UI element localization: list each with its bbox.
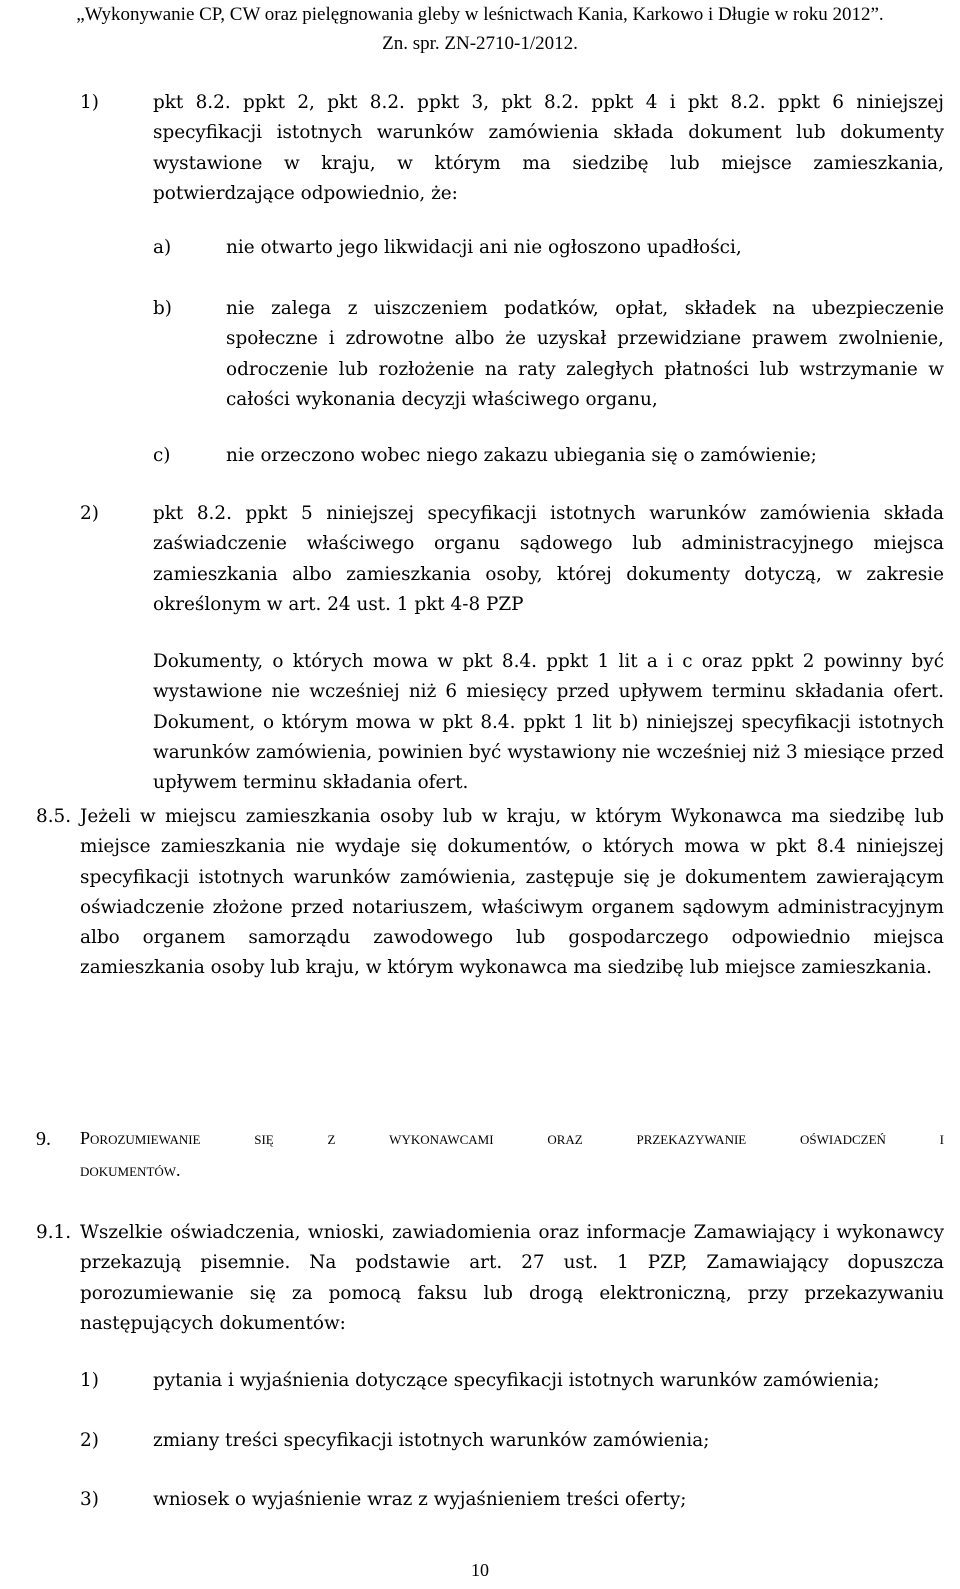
list2-note: Dokumenty, o których mowa w pkt 8.4. ppkt 1 lit a i c oraz ppkt 2 powinny być wystawione nie wcześniej niż 6 miesięcy przed upływem terminu składania ofert. Dokument, o którym mowa w pkt 8.4. ppkt 1 lit b) niniejszej specyfikacji istotnych warunków zamówienia, powinien być wystawiony nie wcześniej niż 3 miesiące przed upływem terminu składania ofert.: [153, 651, 944, 794]
list2-text: pkt 8.2. ppkt 5 niniejszej specyfikacji istotnych warunków zamówienia składa zaświadczenie właściwego organu sądowego lub administracyjnego miejsca zamieszkania albo zamieszkania osoby, której dokumenty dotyczą, w zakresie określonym w art. 24 ust. 1 pkt 4-8 PZP: [153, 503, 944, 615]
sub-a-label: a): [153, 237, 172, 258]
section-9-number: 9.: [36, 1128, 51, 1150]
section-9-title-line2: dokumentów.: [80, 1160, 181, 1180]
header-title: „Wykonywanie CP, CW oraz pielęgnowania gleby w leśnictwach Kania, Karkowo i Długie w roku 2012”.: [76, 4, 884, 25]
sub-b-label: b): [153, 298, 172, 319]
item-1-number: 1): [80, 1370, 99, 1391]
list1-text: pkt 8.2. ppkt 2, pkt 8.2. ppkt 3, pkt 8.2. ppkt 4 i pkt 8.2. ppkt 6 niniejszej specyfikacji istotnych warunków zamówienia składa dokument lub dokumenty wystawione w kraju, w którym ma siedzibę lub miejsce zamieszkania, potwierdzające odpowiednio, że:: [153, 92, 944, 204]
section-9-title-line1: Porozumiewanie się z wykonawcami oraz przekazywanie oświadczeń i: [80, 1128, 944, 1148]
list2-number: 2): [80, 503, 99, 524]
item-2-number: 2): [80, 1430, 99, 1451]
list1-number: 1): [80, 92, 99, 113]
section-9-1-number: 9.1.: [36, 1222, 72, 1243]
item-2-text: zmiany treści specyfikacji istotnych warunków zamówienia;: [153, 1430, 710, 1451]
sub-c-text: nie orzeczono wobec niego zakazu ubiegania się o zamówienie;: [226, 445, 817, 466]
page-number: 10: [471, 1560, 489, 1580]
document-header: [0, 0, 960, 58]
section-8-5-text: Jeżeli w miejscu zamieszkania osoby lub w kraju, w którym Wykonawca ma siedzibę lub miejsce zamieszkania nie wydaje się dokumentów, o których mowa w pkt 8.4 niniejszej specyfikacji istotnych warunków zamówienia, zastępuje się je dokumentem zawierającym oświadczenie złożone przed notariuszem, właściwym organem sądowym administracyjnym albo organem samorządu zawodowego lub gospodarczego odpowiednio miejsca zamieszkania osoby lub kraju, w którym wykonawca ma siedzibę lub miejsce zamieszkania.: [80, 806, 944, 979]
section-8-5-number: 8.5.: [36, 806, 72, 827]
item-3-text: wniosek o wyjaśnienie wraz z wyjaśnieniem treści oferty;: [153, 1489, 687, 1510]
sub-b-text: nie zalega z uiszczeniem podatków, opłat, składek na ubezpieczenie społeczne i zdrowotne albo że uzyskał przewidziane prawem zwolnienie, odroczenie lub rozłożenie na raty zaległych płatności lub wstrzymanie w całości wykonania decyzji właściwego organu,: [226, 298, 944, 410]
sub-c-label: c): [153, 445, 171, 466]
item-3-number: 3): [80, 1489, 99, 1510]
header-case-number: Zn. spr. ZN-2710-1/2012.: [382, 33, 578, 54]
section-9-1-text: Wszelkie oświadczenia, wnioski, zawiadomienia oraz informacje Zamawiający i wykonawcy przekazują pisemnie. Na podstawie art. 27 ust. 1 PZP, Zamawiający dopuszcza porozumiewanie się za pomocą faksu lub drogą elektroniczną, przy przekazywaniu następujących dokumentów:: [80, 1222, 944, 1334]
sub-a-text: nie otwarto jego likwidacji ani nie ogłoszono upadłości,: [226, 237, 742, 258]
item-1-text: pytania i wyjaśnienia dotyczące specyfikacji istotnych warunków zamówienia;: [153, 1370, 880, 1391]
